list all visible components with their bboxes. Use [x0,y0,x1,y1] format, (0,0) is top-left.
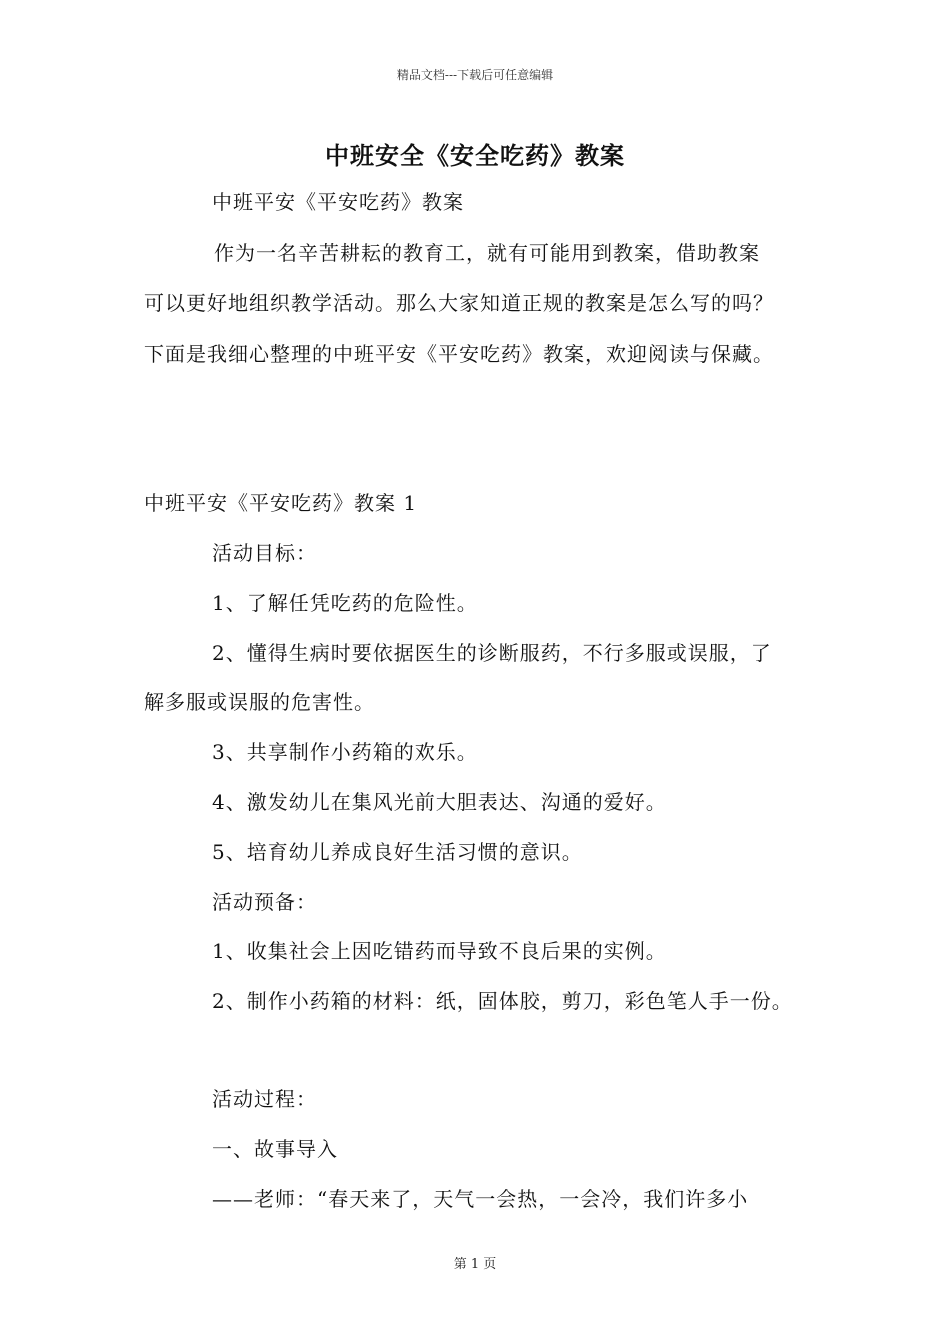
paragraph-line: 3、共享制作小药箱的欢乐。 [212,740,478,764]
paragraph-line: 解多服或误服的危害性。 [144,690,375,714]
paragraph-line: 2、制作小药箱的材料：纸，固体胶，剪刀，彩色笔人手一份。 [212,989,793,1013]
paragraph-line: 4、激发幼儿在集风光前大胆表达、沟通的爱好。 [212,790,667,814]
paragraph-line: 活动预备： [212,890,317,914]
page-header: 精品文档---下载后可任意编辑 [396,68,554,82]
paragraph-line: 1、收集社会上因吃错药而导致不良后果的实例。 [212,939,667,963]
paragraph-line: 1、了解任凭吃药的危险性。 [212,591,478,615]
paragraph-line: 2、懂得生病时要依据医生的诊断服药，不行多服或误服，了 [212,641,772,665]
section-heading: 中班平安《平安吃药》教案 1 [144,491,418,515]
paragraph-line: ——老师：“春天来了，天气一会热，一会冷，我们许多小 [212,1187,749,1211]
subtitle-line: 中班平安《平安吃药》教案 [212,190,464,214]
paragraph-line: 作为一名辛苦耕耘的教育工，就有可能用到教案，借助教案 [214,241,760,265]
paragraph-line: 一、故事导入 [212,1137,338,1161]
paragraph-line: 活动过程： [212,1087,317,1111]
paragraph-line: 可以更好地组织教学活动。那么大家知道正规的教案是怎么写的吗？ [144,291,774,315]
paragraph-line: 5、培育幼儿养成良好生活习惯的意识。 [212,840,583,864]
document-title: 中班安全《安全吃药》教案 [325,141,625,170]
page-footer: 第 1 页 [453,1257,497,1272]
paragraph-line: 下面是我细心整理的中班平安《平安吃药》教案，欢迎阅读与保藏。 [144,342,774,366]
paragraph-line: 活动目标： [212,541,317,565]
